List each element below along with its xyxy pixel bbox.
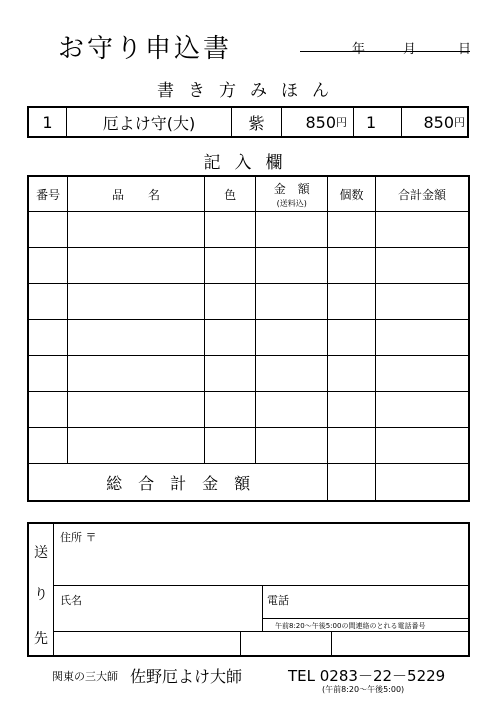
cell-item[interactable]	[68, 284, 204, 320]
sample-total-unit: 円	[454, 116, 465, 129]
sample-color: 紫	[232, 108, 282, 136]
cell-no[interactable]	[28, 284, 68, 320]
shipping-label-2: り	[34, 587, 48, 603]
cell-no[interactable]	[28, 428, 68, 464]
sample-qty: 1	[354, 108, 402, 136]
form-title: お守り申込書	[58, 34, 233, 64]
shipping-input-area[interactable]	[53, 524, 468, 655]
table-row[interactable]	[28, 212, 469, 248]
sample-total	[402, 108, 471, 136]
cell-qty[interactable]	[328, 212, 376, 248]
cell-no[interactable]	[28, 248, 68, 284]
cell-qty[interactable]	[328, 248, 376, 284]
cell-color[interactable]	[204, 212, 256, 248]
date-underline	[300, 51, 470, 52]
grand-total-qty[interactable]	[328, 464, 376, 502]
sample-price-value: 850	[305, 112, 336, 132]
header-item: 品 名	[68, 176, 204, 212]
cell-total[interactable]	[375, 320, 469, 356]
cell-no[interactable]	[28, 356, 68, 392]
table-row[interactable]	[28, 428, 469, 464]
cell-qty[interactable]	[328, 284, 376, 320]
sample-price-unit: 円	[336, 116, 347, 129]
header-price-sub: (送料込)	[276, 198, 307, 208]
footer-phone: TEL 0283－22－5229	[288, 667, 446, 685]
cell-total[interactable]	[375, 212, 469, 248]
cell-item[interactable]	[68, 320, 204, 356]
name-label: 氏名	[60, 594, 82, 607]
footer-temple-name: 佐野厄よけ大師	[130, 667, 243, 686]
sample-no: 1	[29, 108, 67, 136]
cell-item[interactable]	[68, 428, 204, 464]
cell-total[interactable]	[375, 428, 469, 464]
sample-total-value: 850	[423, 112, 454, 132]
sample-price	[282, 108, 354, 136]
table-row[interactable]	[28, 392, 469, 428]
cell-price[interactable]	[256, 248, 328, 284]
cell-color[interactable]	[204, 320, 256, 356]
footer-tagline: 関東の三大師	[52, 670, 118, 683]
cell-item[interactable]	[68, 356, 204, 392]
cell-qty[interactable]	[328, 356, 376, 392]
date-day-label: 日	[458, 42, 472, 57]
sample-section-title: 書き方みほん	[157, 81, 343, 101]
cell-total[interactable]	[375, 284, 469, 320]
table-row[interactable]	[28, 284, 469, 320]
entry-section-title: 記入欄	[203, 153, 297, 173]
cell-price[interactable]	[256, 392, 328, 428]
phone-label: 電話	[267, 594, 289, 607]
cell-color[interactable]	[204, 428, 256, 464]
phone-note: 午前8:20～午後5:00の間連絡のとれる電話番号	[275, 622, 426, 630]
cell-total[interactable]	[375, 392, 469, 428]
entry-header-row	[28, 176, 469, 212]
shipping-side-column	[29, 524, 54, 655]
cell-color[interactable]	[204, 392, 256, 428]
sample-item: 厄よけ守(大)	[67, 108, 232, 136]
shipping-label-3: 先	[34, 631, 48, 647]
shipping-box	[27, 522, 470, 657]
header-qty: 個数	[328, 176, 376, 212]
header-color: 色	[204, 176, 256, 212]
header-total: 合計金額	[375, 176, 469, 212]
cell-item[interactable]	[68, 212, 204, 248]
grand-total-row	[28, 464, 469, 502]
table-row[interactable]	[28, 320, 469, 356]
cell-qty[interactable]	[328, 392, 376, 428]
sample-row	[27, 106, 469, 138]
cell-total[interactable]	[375, 248, 469, 284]
date-month-label: 月	[403, 42, 417, 57]
header-price	[256, 176, 328, 212]
address-label: 住所 〒	[60, 531, 97, 544]
table-row[interactable]	[28, 248, 469, 284]
cell-price[interactable]	[256, 428, 328, 464]
cell-color[interactable]	[204, 248, 256, 284]
date-year-label: 年	[352, 42, 366, 57]
header-price-label: 金 額	[273, 181, 310, 196]
cell-no[interactable]	[28, 392, 68, 428]
cell-price[interactable]	[256, 212, 328, 248]
grand-total-label: 総 合 計 金 額	[28, 464, 328, 502]
cell-price[interactable]	[256, 320, 328, 356]
cell-price[interactable]	[256, 356, 328, 392]
footer-hours: (午前8:20～午後5:00)	[322, 685, 405, 694]
cell-qty[interactable]	[328, 320, 376, 356]
shipping-label-1: 送	[34, 545, 48, 561]
header-no: 番号	[28, 176, 68, 212]
cell-item[interactable]	[68, 248, 204, 284]
grand-total-amount[interactable]	[375, 464, 469, 502]
cell-total[interactable]	[375, 356, 469, 392]
cell-no[interactable]	[28, 212, 68, 248]
entry-table	[27, 175, 470, 502]
cell-item[interactable]	[68, 392, 204, 428]
cell-qty[interactable]	[328, 428, 376, 464]
cell-color[interactable]	[204, 284, 256, 320]
cell-color[interactable]	[204, 356, 256, 392]
cell-price[interactable]	[256, 284, 328, 320]
cell-no[interactable]	[28, 320, 68, 356]
table-row[interactable]	[28, 356, 469, 392]
